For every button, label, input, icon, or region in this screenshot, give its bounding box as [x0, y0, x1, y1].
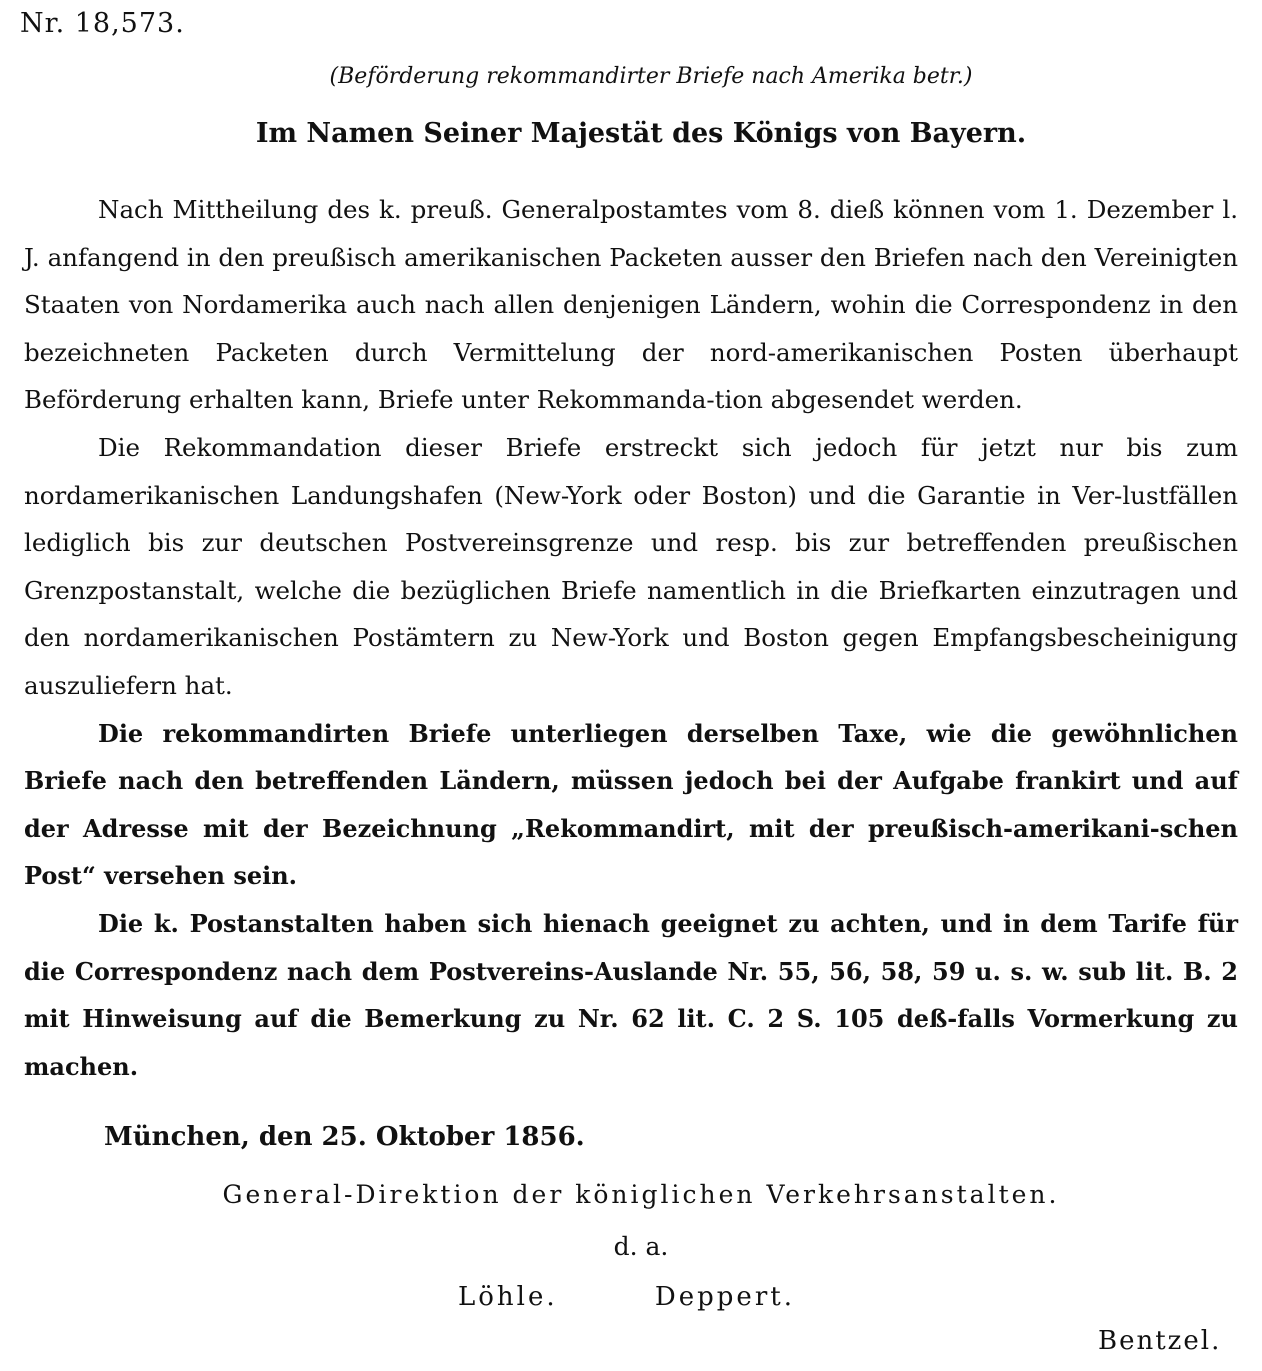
- signature-line: [458, 1282, 795, 1312]
- document-body: [24, 186, 1238, 1090]
- issuing-authority: General-Direktion der königlichen Verkehrsanstalten.: [222, 1180, 1060, 1209]
- date-line: München, den 25. Oktober 1856.: [104, 1122, 585, 1152]
- document-subject: (Beförderung rekommandirter Briefe nach Amerika betr.): [329, 64, 973, 89]
- signature-bentzel: Bentzel.: [1098, 1326, 1222, 1356]
- paragraph-3: Die rekommandirten Briefe unterliegen derselben Taxe, wie die gewöhnlichen Briefe nach den betreffenden Ländern, müssen jedoch bei der Aufgabe frankirt und auf der Adresse mit der Bezeichnung „Rekommandirt, mit der preußisch-amerikani-schen Post“ versehen sein.: [24, 718, 1238, 891]
- paragraph-2: Die Rekommandation dieser Briefe erstreckt sich jedoch für jetzt nur bis zum nordamerikanischen Landungshafen (New-York oder Boston) und die Garantie in Ver-lustfällen lediglich bis zur deutschen Postvereinsgrenze und resp. bis zur betreffenden preußischen Grenzpostanstalt, welche die bezüglichen Briefe namentlich in die Briefkarten einzutragen und den nordamerikanischen Postämtern zu New-York und Boston gegen Empfangsbescheinigung auszuliefern hat.: [24, 432, 1238, 700]
- signature-deppert: Deppert.: [654, 1282, 795, 1312]
- paragraph-1: Nach Mittheilung des k. preuß. Generalpostamtes vom 8. dieß können vom 1. Dezember l. J. anfangend in den preußisch amerikanischen Packeten ausser den Briefen nach den Vereinigten Staaten von Nordamerika auch nach allen denjenigen Ländern, wohin die Correspondenz in den bezeichneten Packeten durch Vermittelung der nord-amerikanischen Posten überhaupt Beförderung erhalten kann, Briefe unter Rekommanda-tion abgesendet werden.: [24, 195, 1238, 415]
- da-abbreviation: d. a.: [613, 1232, 669, 1261]
- signature-loehle: Löhle.: [458, 1282, 558, 1312]
- document-number: Nr. 18,573.: [20, 8, 185, 39]
- paragraph-4: Die k. Postanstalten haben sich hienach geeignet zu achten, und in dem Tarife für die Correspondenz nach dem Postvereins-Auslande Nr. 55, 56, 58, 59 u. s. w. sub lit. B. 2 mit Hinweisung auf die Bemerkung zu Nr. 62 lit. C. 2 S. 105 deß-falls Vormerkung zu machen.: [24, 908, 1238, 1081]
- document-invocation: Im Namen Seiner Majestät des Königs von Bayern.: [255, 118, 1027, 149]
